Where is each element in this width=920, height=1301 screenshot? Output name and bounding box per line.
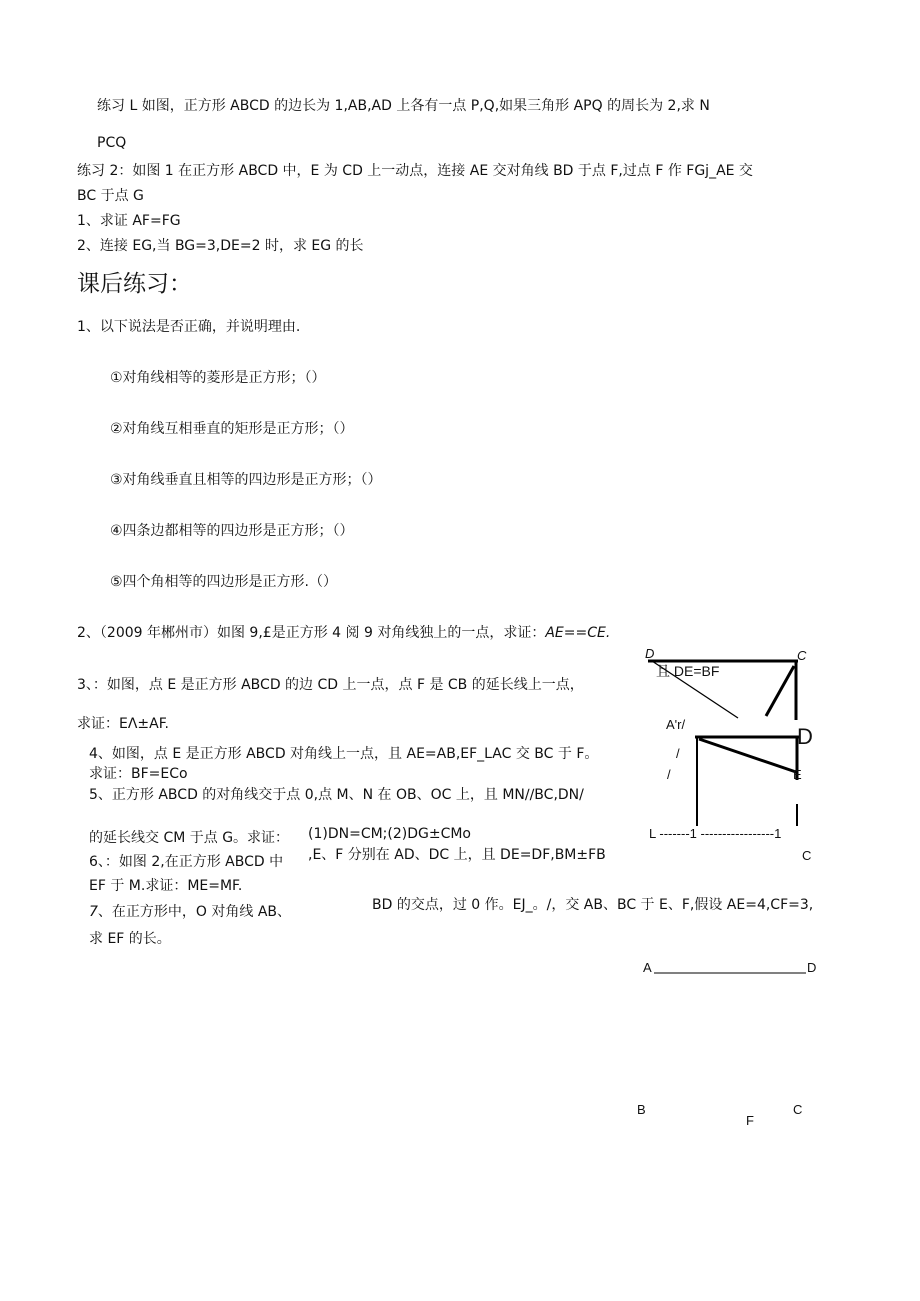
fig3-label-d: D (807, 960, 817, 975)
question-1-intro: 1、以下说法是否正确，并说明理由. (77, 319, 301, 335)
fig3-label-b: B (637, 1102, 646, 1117)
practice-1-line2: PCQ (97, 135, 127, 151)
fig1-slash-2: / (667, 767, 671, 782)
fig2-label-c: C (802, 848, 812, 863)
question-5-line2: 的延长线交 CM 于点 G。求证： (89, 830, 290, 846)
fig1-slash-1: / (676, 746, 680, 761)
practice-2-question-2: 2、连接 EG,当 BG=3,DE=2 时，求 EG 的长 (77, 238, 364, 254)
practice-1-line1: 练习 L 如图，正方形 ABCD 的边长为 1,AB,AD 上各有一点 P,Q,如果三角形 APQ 的周长为 2,求 N (97, 98, 710, 114)
homework-heading: 课后练习： (77, 271, 192, 297)
practice-2-line2: BC 于点 G (77, 188, 144, 204)
question-5-line2b: (1)DN=CM;(2)DG±CMo (308, 826, 471, 842)
fig1-note: 且 DE=BF (656, 663, 720, 679)
fig1-label-d: D (645, 646, 655, 661)
fig2-segment-ae (699, 739, 796, 772)
fig2-label-e: E (793, 767, 802, 782)
statement-4: ④四条边都相等的四边形是正方形；（） (110, 523, 354, 539)
question-2-conclusion: AE==CE. (545, 625, 611, 641)
question-7-number: 7 (89, 904, 98, 920)
practice-2-line1: 练习 2：如图 1 在正方形 ABCD 中，E 为 CD 上一动点，连接 AE 交对角线 BD 于点 F,过点 F 作 FGj_AE 交 (77, 163, 753, 179)
question-7-text: 、在正方形中，O 对角线 AB、 (97, 904, 292, 920)
statement-2: ②对角线互相垂直的矩形是正方形；（） (110, 421, 354, 437)
question-4-line2: 求证：BF=ECo (89, 766, 188, 782)
statement-3: ③对角线垂直且相等的四边形是正方形；（） (110, 472, 382, 488)
practice-2-question-1: 1、求证 AF=FG (77, 213, 181, 229)
question-6-line1: 6、：如图 2,在正方形 ABCD 中 (89, 854, 284, 870)
fig1-diagonal-right (766, 666, 794, 716)
question-7-line1b: BD 的交点，过 0 作。EJ_。/，交 AB、BC 于 E、F,假设 AE=4,CF=3, (372, 897, 814, 913)
fig3-label-c: C (793, 1102, 803, 1117)
statement-1: ①对角线相等的菱形是正方形；（） (110, 370, 326, 386)
fig2-label-d: D (797, 724, 813, 749)
fig2-bottom-edge: L -------1 -----------------1 (649, 826, 782, 841)
fig3-label-a: A (643, 960, 652, 975)
question-3-line1: 3、：如图，点 E 是正方形 ABCD 的边 CD 上一点，点 F 是 CB 的延长线上一点， (77, 677, 584, 693)
question-2-text: 2、（2009 年郴州市）如图 9,£是正方形 4 阅 9 对角线独上的一点，求证： (77, 625, 546, 641)
statement-5: ⑤四个角相等的四边形是正方形.（） (110, 574, 338, 590)
question-4-line1: 4、如图，点 E 是正方形 ABCD 对角线上一点，且 AE=AB,EF_LAC 交 BC 于 F。 (89, 746, 599, 762)
question-7-line2: 求 EF 的长。 (89, 931, 171, 947)
fig1-label-ar: A'r/ (666, 717, 686, 732)
question-5-line1: 5、正方形 ABCD 的对角线交于点 0,点 M、N 在 OB、OC 上，且 MN∕∕BC,DN/ (89, 787, 584, 803)
question-6-line2: EF 于 M.求证：ME=MF. (89, 878, 243, 894)
question-6-line1b: ,E、F 分别在 AD、DC 上，且 DE=DF,BM±FB (308, 847, 606, 863)
fig1-label-c: C (797, 648, 807, 663)
figure-2-lines (695, 737, 800, 826)
question-3-line2: 求证：EΛ±AF. (77, 716, 169, 732)
fig3-label-f: F (746, 1113, 754, 1128)
